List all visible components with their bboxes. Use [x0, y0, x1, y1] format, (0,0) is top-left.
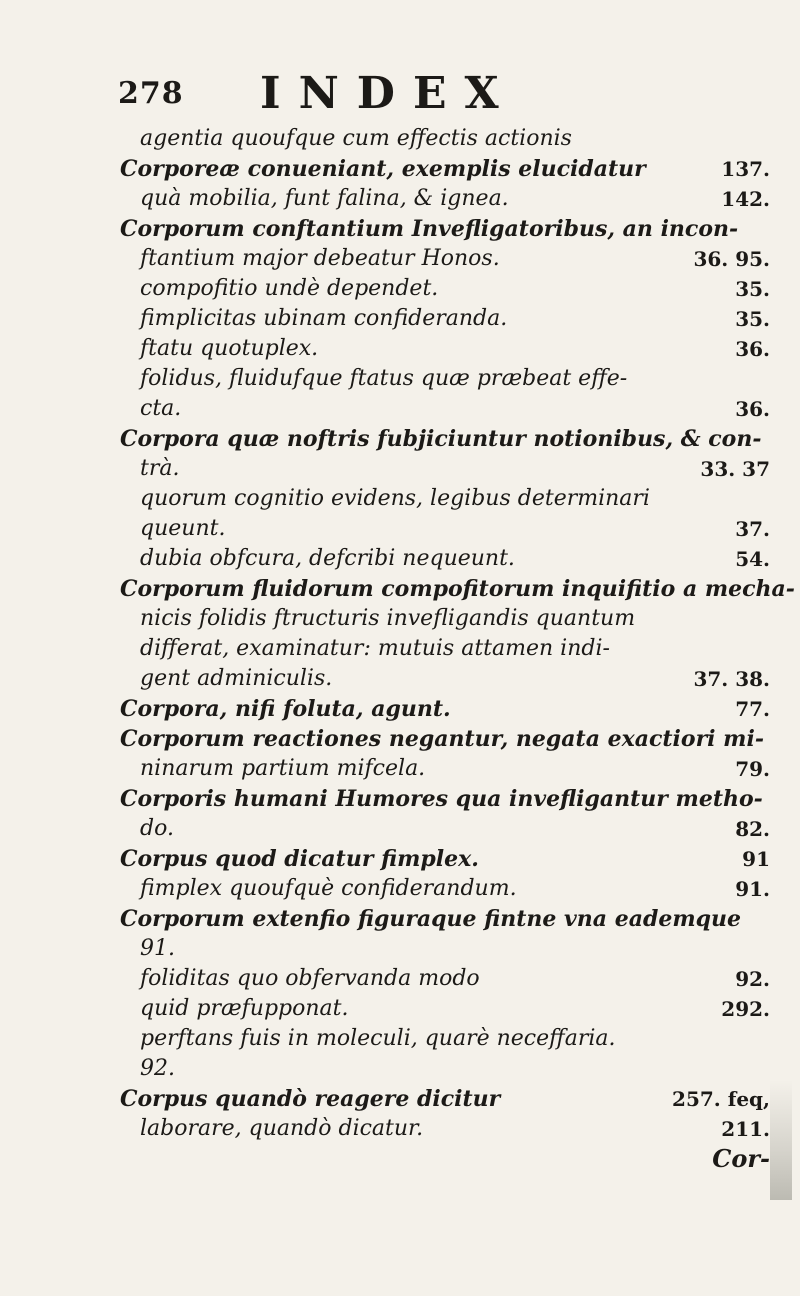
- entry-text: Corpora quæ noftris fubjiciuntur notionibus, & con-: [120, 426, 762, 452]
- index-entry: [120, 574, 795, 604]
- entry-page-ref: 37. 38.: [693, 667, 770, 691]
- index-entries: [120, 124, 795, 1174]
- entry-text: do.: [140, 816, 174, 841]
- entry-text: Corporum extenfio figuraque fintne vna eademque: [120, 906, 741, 932]
- index-entry: [120, 334, 770, 364]
- entry-text: Corporum fluidorum compofitorum inquifitio a mecha-: [120, 576, 795, 602]
- entry-text: nicis folidis ftructuris invefligandis quantum: [140, 606, 636, 631]
- index-entry: [120, 814, 770, 844]
- index-entry: [120, 304, 770, 334]
- page-edge-shadow: [770, 1080, 792, 1200]
- entry-page-ref: 92.: [735, 967, 770, 991]
- index-entry: [120, 1144, 770, 1174]
- entry-text: agentia quoufque cum effectis actionis: [140, 126, 572, 151]
- entry-text: Corporis humani Humores qua invefligantur metho-: [120, 786, 763, 812]
- index-entry: [120, 1054, 770, 1084]
- entry-text: 91.: [140, 936, 175, 961]
- index-entry: [120, 454, 770, 484]
- entry-page-ref: 54.: [735, 547, 770, 571]
- index-entry: [120, 634, 770, 664]
- entry-text: folidus, fluidufque ftatus quæ præbeat effe-: [140, 366, 628, 391]
- entry-page-ref: 211.: [721, 1117, 770, 1141]
- index-entry: [120, 124, 770, 154]
- entry-text: dubia obfcura, defcribi nequeunt.: [140, 546, 515, 571]
- index-entry: [120, 1024, 770, 1054]
- entry-page-ref: 79.: [735, 757, 770, 781]
- entry-page-ref: 292.: [721, 997, 770, 1021]
- index-entry: [120, 184, 770, 214]
- entry-text: Corporeæ conueniant, exemplis elucidatur: [120, 156, 646, 182]
- entry-page-ref: 35.: [735, 277, 770, 301]
- index-entry: [120, 964, 770, 994]
- index-entry: [120, 544, 770, 574]
- entry-page-ref: 36.: [735, 397, 770, 421]
- entry-text: quorum cognitio evidens, legibus determinari: [140, 486, 650, 511]
- index-entry: [120, 484, 770, 514]
- entry-text: Corpus quod dicatur fimplex.: [120, 846, 479, 872]
- entry-page-ref: 257. feq,: [672, 1087, 770, 1111]
- entry-text: quid præfupponat.: [140, 996, 349, 1021]
- entry-text: foliditas quo obfervanda modo: [140, 966, 480, 991]
- index-entry: [120, 364, 770, 394]
- index-entry: [120, 724, 770, 754]
- page-number: 278: [118, 76, 184, 111]
- entry-page-ref: 91: [742, 847, 770, 871]
- entry-text: Corporum conftantium Invefligatoribus, an incon-: [120, 216, 739, 242]
- entry-page-ref: 91.: [735, 877, 770, 901]
- index-entry: [120, 994, 770, 1024]
- index-entry: [120, 1114, 770, 1144]
- entry-text: compofitio undè dependet.: [140, 276, 439, 301]
- entry-text: Corpora, nifi foluta, agunt.: [120, 696, 451, 722]
- entry-text: trà.: [140, 456, 180, 481]
- entry-page-ref: 77.: [735, 697, 770, 721]
- entry-page-ref: 36. 95.: [693, 247, 770, 271]
- entry-text: ninarum partium mifcela.: [140, 756, 426, 781]
- index-entry: [120, 664, 770, 694]
- index-entry: [120, 424, 770, 454]
- index-entry: [120, 244, 770, 274]
- entry-text: fimplex quoufquè confiderandum.: [140, 876, 517, 901]
- index-entry: [120, 874, 770, 904]
- entry-text: Corpus quandò reagere dicitur: [120, 1086, 501, 1112]
- entry-page-ref: 36.: [735, 337, 770, 361]
- index-entry: [120, 604, 770, 634]
- index-entry: [120, 934, 770, 964]
- index-entry: [120, 394, 770, 424]
- entry-text: differat, examinatur: mutuis attamen indi-: [140, 636, 610, 661]
- index-entry: [120, 154, 770, 184]
- entry-text: ftantium major debeatur Honos.: [140, 246, 500, 271]
- index-entry: [120, 214, 770, 244]
- entry-page-ref: 137.: [721, 157, 770, 181]
- index-entry: [120, 514, 770, 544]
- entry-text: ftatu quotuplex.: [140, 336, 319, 361]
- entry-text: queunt.: [140, 516, 226, 541]
- entry-page-ref: 142.: [721, 187, 770, 211]
- index-entry: [120, 1084, 770, 1114]
- entry-text: laborare, quandò dicatur.: [140, 1116, 424, 1141]
- entry-text: Corporum reactiones negantur, negata exactiori mi-: [120, 726, 764, 752]
- entry-text: perftans fuis in moleculi, quarè neceffaria.: [140, 1026, 616, 1051]
- index-entry: [120, 784, 770, 814]
- entry-text: 92.: [140, 1056, 175, 1081]
- index-entry: [120, 904, 770, 934]
- entry-text: quà mobilia, funt falina, & ignea.: [140, 186, 509, 211]
- page-header: [118, 68, 678, 118]
- entry-page-ref: 35.: [735, 307, 770, 331]
- index-entry: [120, 694, 770, 724]
- entry-page-ref: 37.: [735, 517, 770, 541]
- entry-page-ref: 82.: [735, 817, 770, 841]
- entry-page-ref: Cor-: [712, 1144, 770, 1173]
- entry-page-ref: 33. 37: [700, 457, 770, 481]
- index-entry: [120, 274, 770, 304]
- entry-text: fimplicitas ubinam confideranda.: [140, 306, 508, 331]
- entry-text: gent adminiculis.: [140, 666, 333, 691]
- page-title: INDEX: [260, 68, 517, 119]
- index-entry: [120, 844, 770, 874]
- entry-text: cta.: [140, 396, 182, 421]
- index-entry: [120, 754, 770, 784]
